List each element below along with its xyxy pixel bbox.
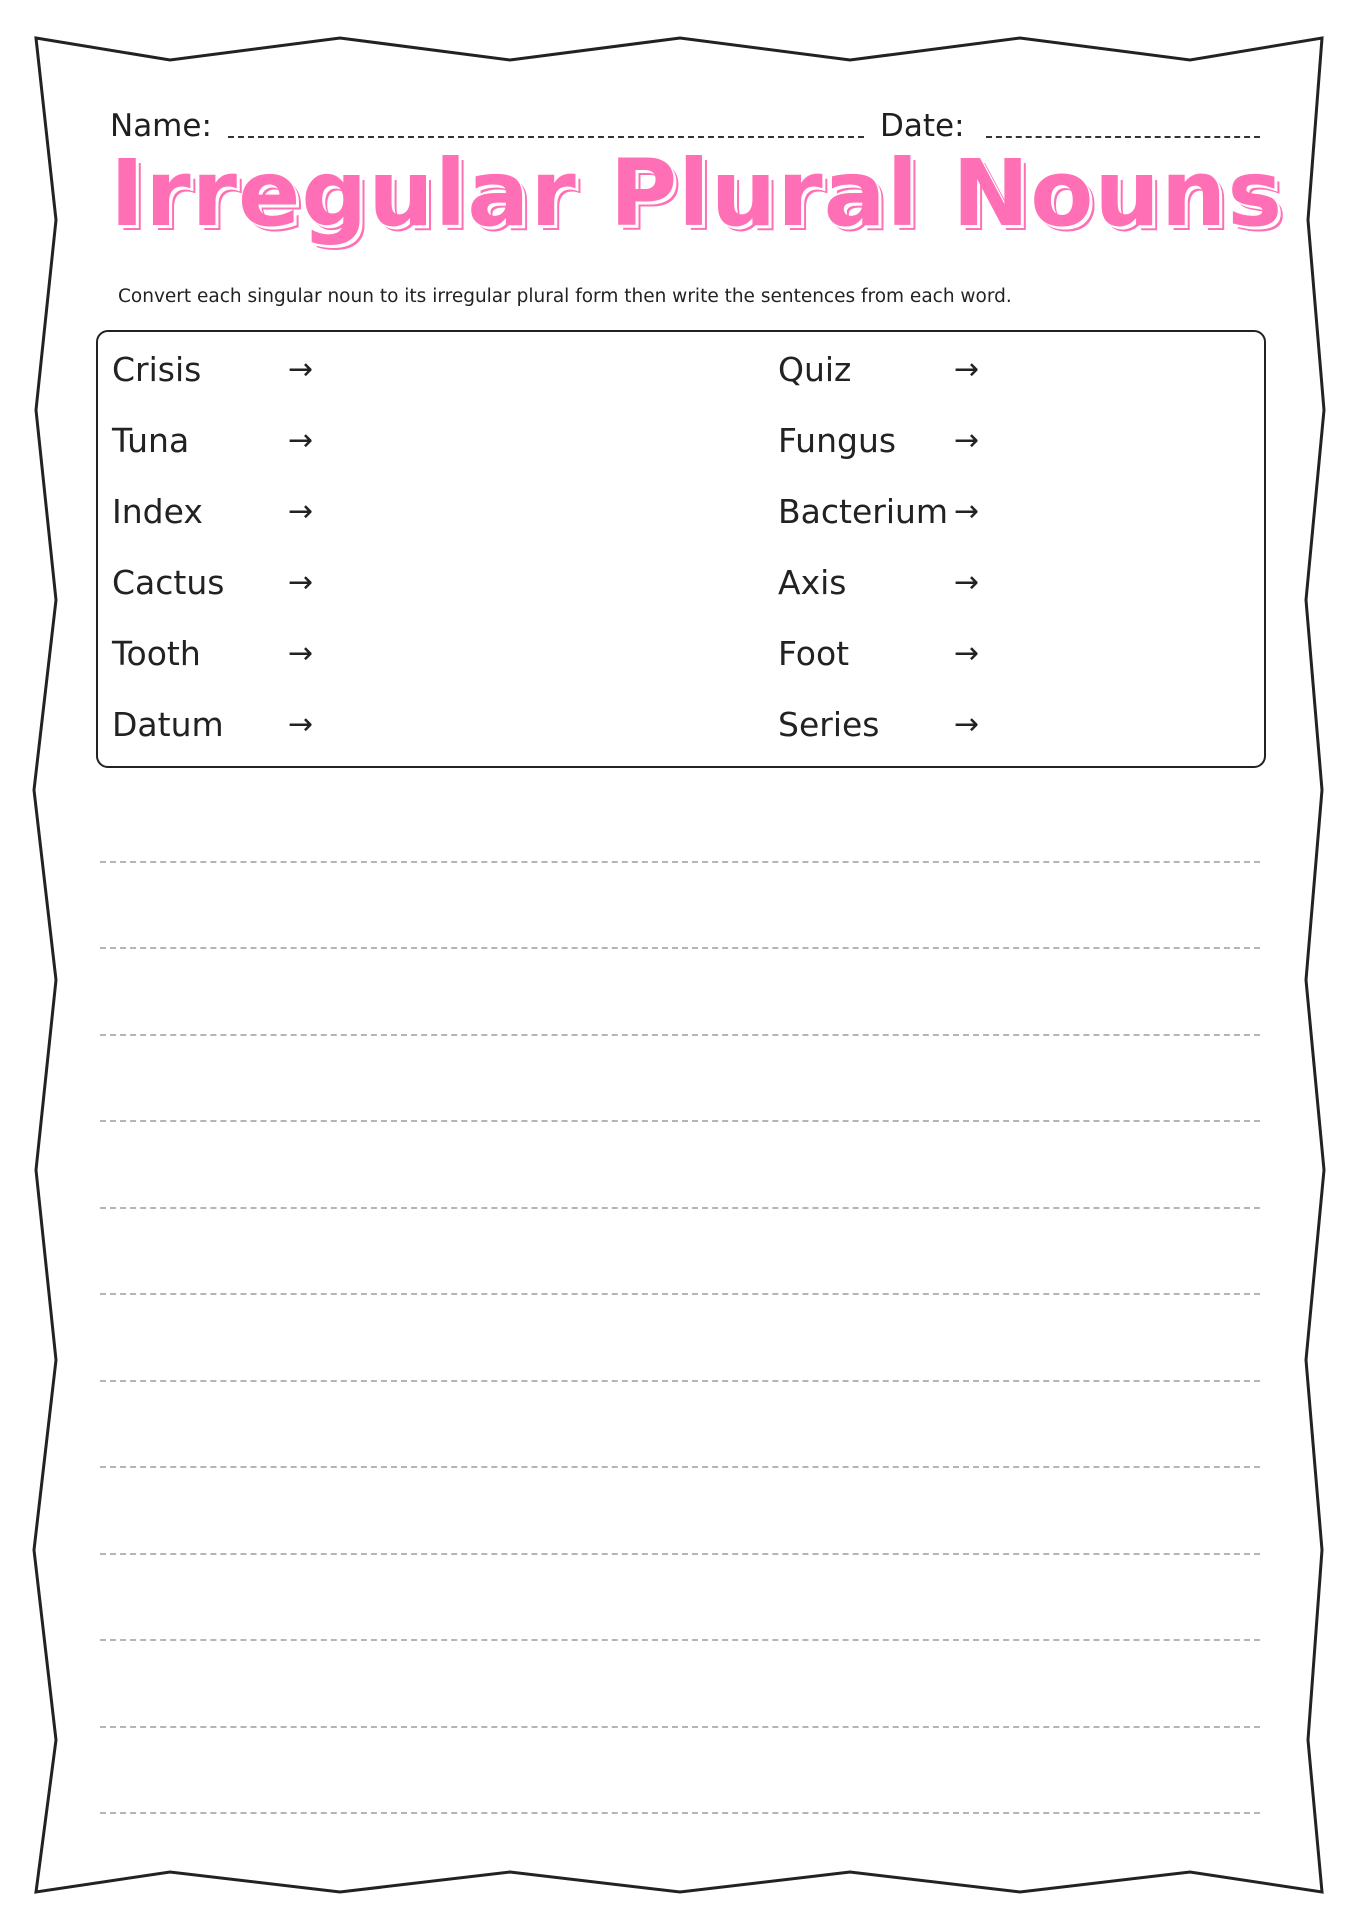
writing-line[interactable] bbox=[100, 1553, 1260, 1555]
writing-line[interactable] bbox=[100, 1293, 1260, 1295]
date-field[interactable] bbox=[986, 136, 1260, 138]
word-row bbox=[112, 699, 328, 749]
singular-noun: Tuna bbox=[112, 420, 190, 460]
singular-noun: Axis bbox=[778, 562, 847, 602]
arrow-icon: → bbox=[288, 351, 314, 387]
writing-line[interactable] bbox=[100, 1466, 1260, 1468]
singular-noun: Tooth bbox=[112, 633, 201, 673]
singular-noun: Foot bbox=[778, 633, 850, 673]
writing-line[interactable] bbox=[100, 1812, 1260, 1814]
singular-noun: Series bbox=[778, 704, 880, 744]
date-label: Date: bbox=[880, 108, 965, 144]
word-row bbox=[778, 628, 994, 678]
writing-line[interactable] bbox=[100, 947, 1260, 949]
arrow-icon: → bbox=[288, 422, 314, 458]
arrow-icon: → bbox=[288, 493, 314, 529]
arrow-icon: → bbox=[288, 706, 314, 742]
singular-noun: Fungus bbox=[778, 420, 897, 460]
instructions-text: Convert each singular noun to its irregular plural form then write the sentences from each word. bbox=[118, 286, 1012, 307]
arrow-icon: → bbox=[954, 706, 980, 742]
arrow-icon: → bbox=[954, 635, 980, 671]
word-row bbox=[778, 699, 994, 749]
singular-noun: Quiz bbox=[778, 349, 852, 389]
word-row bbox=[778, 344, 994, 394]
word-row bbox=[112, 628, 328, 678]
singular-noun: Datum bbox=[112, 704, 224, 744]
word-row bbox=[112, 486, 328, 536]
writing-line[interactable] bbox=[100, 1120, 1260, 1122]
arrow-icon: → bbox=[954, 351, 980, 387]
arrow-icon: → bbox=[288, 564, 314, 600]
word-row bbox=[112, 344, 328, 394]
singular-noun: Index bbox=[112, 491, 203, 531]
word-list-box bbox=[96, 330, 1266, 768]
word-row bbox=[112, 557, 328, 607]
writing-line[interactable] bbox=[100, 1034, 1260, 1036]
writing-line[interactable] bbox=[100, 1726, 1260, 1728]
word-row bbox=[778, 557, 994, 607]
name-label: Name: bbox=[110, 108, 212, 144]
word-row bbox=[112, 415, 328, 465]
worksheet-title: Irregular Plural Nouns bbox=[110, 140, 1284, 247]
arrow-icon: → bbox=[954, 564, 980, 600]
name-field[interactable] bbox=[228, 136, 864, 138]
singular-noun: Crisis bbox=[112, 349, 202, 389]
arrow-icon: → bbox=[288, 635, 314, 671]
word-row bbox=[778, 415, 994, 465]
singular-noun: Cactus bbox=[112, 562, 225, 602]
arrow-icon: → bbox=[954, 422, 980, 458]
word-row bbox=[778, 486, 994, 536]
singular-noun: Bacterium bbox=[778, 491, 949, 531]
arrow-icon: → bbox=[954, 493, 980, 529]
writing-line[interactable] bbox=[100, 861, 1260, 863]
writing-line[interactable] bbox=[100, 1380, 1260, 1382]
writing-line[interactable] bbox=[100, 1207, 1260, 1209]
writing-line[interactable] bbox=[100, 1639, 1260, 1641]
